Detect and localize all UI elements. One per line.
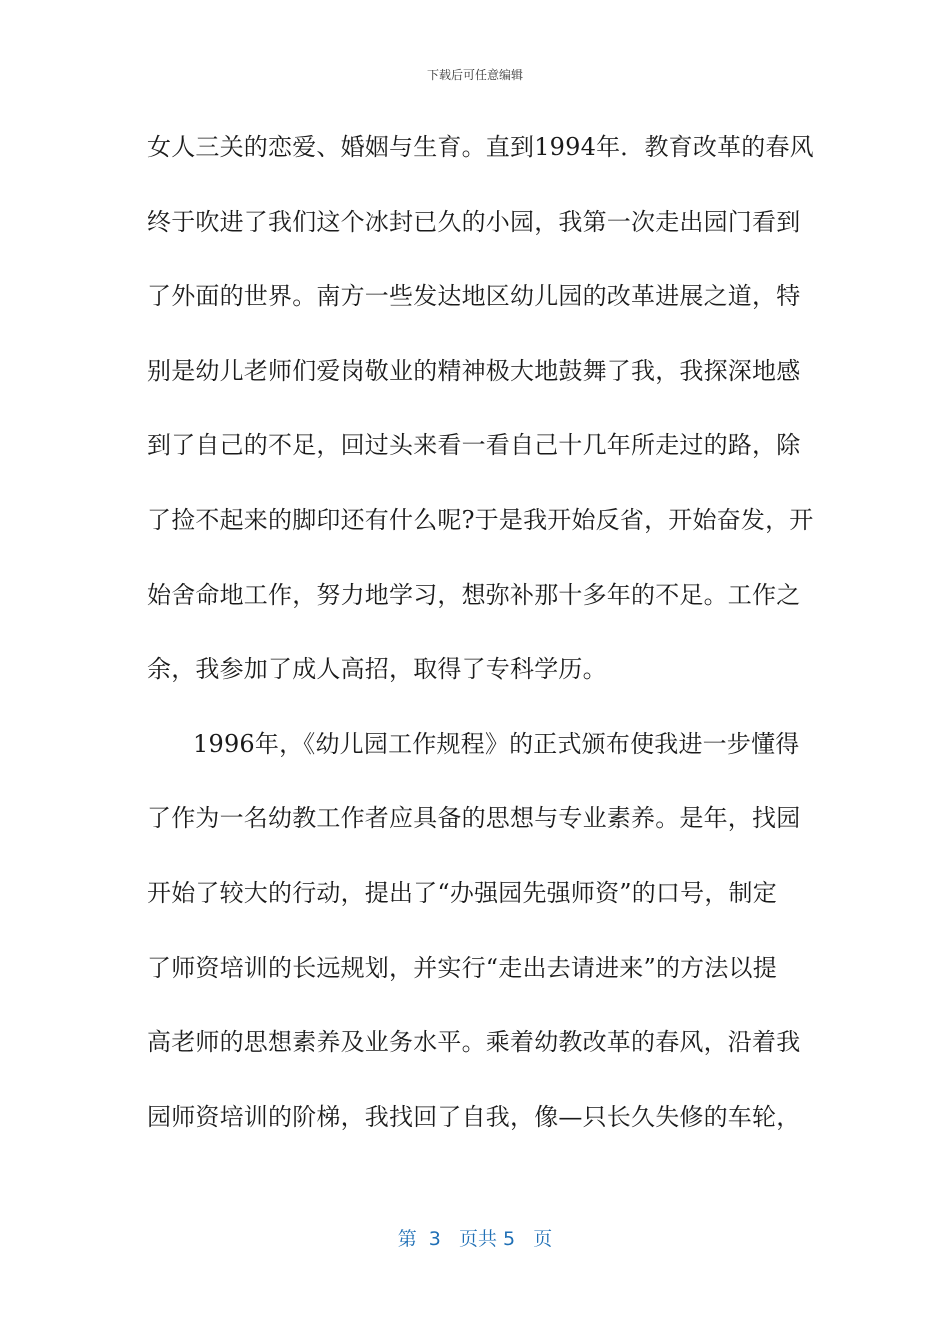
text-line: 了师资培训的长远规划，并实行“走出去请进来”的方法以提 bbox=[147, 953, 777, 982]
text-line: 到了自己的不足，回过头来看一看自己十几年所走过的路，除 bbox=[147, 431, 801, 460]
page-header: 下载后可任意编辑 bbox=[426, 68, 523, 82]
text-line: 园师资培训的阶梯，我找回了自我，像—只长久失修的车轮， bbox=[147, 1102, 801, 1131]
text-line: 女人三关的恋爱、婚姻与生育。直到1994年．教育改革的春风 bbox=[147, 133, 814, 161]
text-line: 开始了较大的行动，提出了“办强园先强师资”的口号，制定 bbox=[147, 878, 777, 907]
text-line: 了捡不起来的脚印还有什么呢?于是我开始反省，开始奋发，开 bbox=[147, 505, 814, 534]
text-line: 了作为一名幼教工作者应具备的思想与专业素养。是年，找园 bbox=[147, 804, 801, 833]
text-line: 余，我参加了成人高招，取得了专科学历。 bbox=[147, 655, 607, 684]
document-body bbox=[147, 120, 814, 1164]
text-line: 了外面的世界。南方一些发达地区幼儿园的改革进展之道，特 bbox=[147, 282, 801, 311]
text-line: 终于吹进了我们这个冰封已久的小园，我第一次走出园门看到 bbox=[147, 207, 801, 236]
page-number-footer: 第 3 页共 5 页 bbox=[397, 1228, 553, 1250]
text-line: 始舍命地工作，努力地学习，想弥补那十多年的不足。工作之 bbox=[147, 580, 801, 609]
text-line: 高老师的思想素养及业务水平。乘着幼教改革的春风，沿着我 bbox=[147, 1028, 801, 1057]
text-line: 别是幼儿老师们爱岗敬业的精神极大地鼓舞了我，我探深地感 bbox=[147, 356, 801, 385]
paragraph-start-line: 1996年，《幼儿园工作规程》的正式颁布使我进一步懂得 bbox=[193, 729, 800, 758]
